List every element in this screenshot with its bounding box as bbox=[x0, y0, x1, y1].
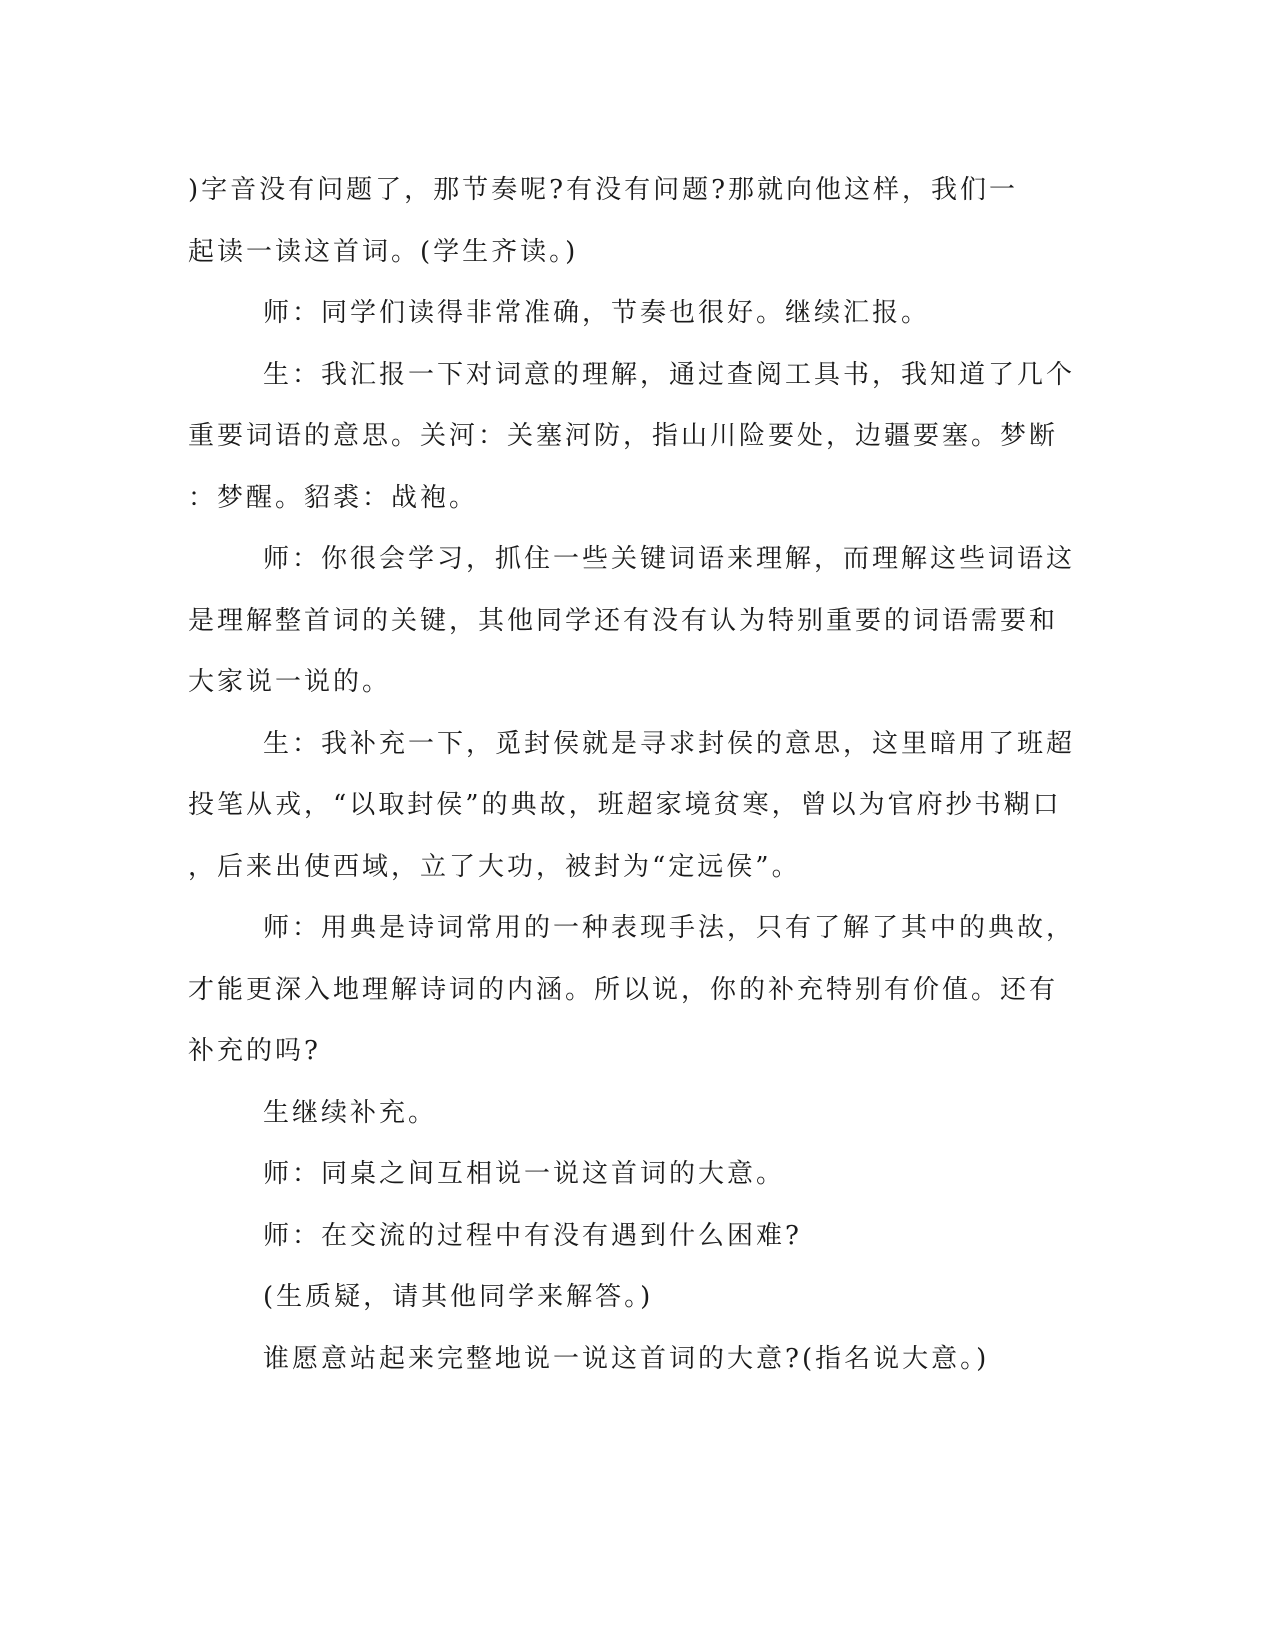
text-line: 师：在交流的过程中有没有遇到什么困难? bbox=[263, 1220, 802, 1251]
text-line: 重要词语的意思。关河：关塞河防，指山川险要处，边疆要塞。梦断 bbox=[188, 421, 1059, 451]
text-line: 生：我补充一下，觅封侯就是寻求封侯的意思，这里暗用了班超 bbox=[263, 728, 1076, 759]
text-line: (生质疑，请其他同学来解答。) bbox=[263, 1282, 654, 1312]
text-line: 谁愿意站起来完整地说一说这首词的大意?(指名说大意。) bbox=[263, 1343, 990, 1374]
text-line: 起读一读这首词。(学生齐读。) bbox=[188, 236, 579, 267]
text-line: 师：用典是诗词常用的一种表现手法，只有了解了其中的典故， bbox=[263, 913, 1076, 943]
text-line: 生继续补充。 bbox=[263, 1097, 438, 1128]
text-line: 才能更深入地理解诗词的内涵。所以说，你的补充特别有价值。还有 bbox=[188, 974, 1059, 1005]
text-line: 师：同学们读得非常准确，节奏也很好。继续汇报。 bbox=[263, 298, 931, 328]
text-line: ，后来出使西域，立了大功，被封为“定远侯”。 bbox=[188, 851, 801, 882]
text-line: ：梦醒。貂裘：战袍。 bbox=[188, 482, 479, 513]
text-line: 生：我汇报一下对词意的理解，通过查阅工具书，我知道了几个 bbox=[263, 359, 1076, 390]
text-line: )字音没有问题了，那节奏呢?有没有问题?那就向他这样，我们一 bbox=[188, 175, 1019, 205]
text-line: 大家说一说的。 bbox=[188, 667, 392, 697]
text-line: 补充的吗? bbox=[188, 1036, 321, 1066]
text-line: 投笔从戎，“以取封侯”的典故，班超家境贫寒，曾以为官府抄书糊口 bbox=[188, 790, 1062, 820]
text-line: 是理解整首词的关键，其他同学还有没有认为特别重要的词语需要和 bbox=[188, 605, 1059, 636]
text-line: 师：同桌之间互相说一说这首词的大意。 bbox=[263, 1159, 786, 1189]
document-body bbox=[188, 166, 1093, 1396]
text-line: 师：你很会学习，抓住一些关键词语来理解，而理解这些词语这 bbox=[263, 544, 1076, 574]
